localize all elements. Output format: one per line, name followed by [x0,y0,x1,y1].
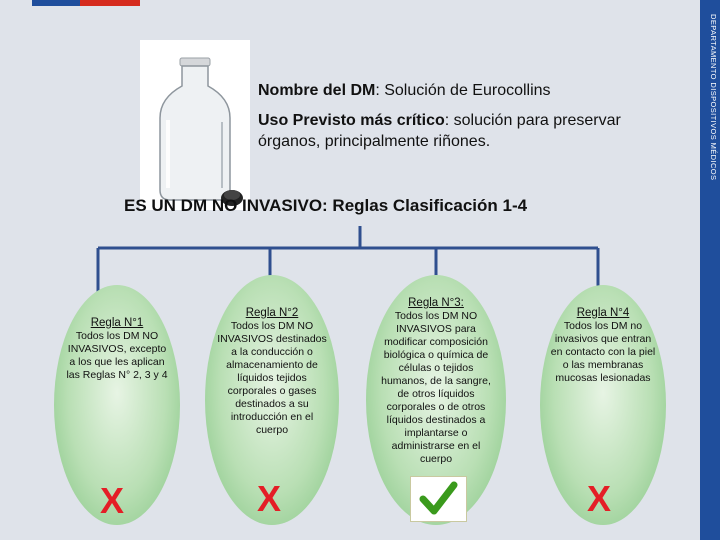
device-name-label: Nombre del DM [258,82,376,99]
rule-2-title: Regla N°2 [245,307,299,319]
rule-2-x-icon: X [257,478,282,519]
rule-3-check-icon [410,476,467,522]
rule-3-title: Regla N°3: [408,297,464,309]
device-use-label: Uso Previsto más crítico [258,112,445,129]
rule-4-x-icon: X [587,478,612,519]
rule-1-x-icon: X [100,480,125,521]
rule-4-text: Todos los DM no invasivos que entran en contacto con la piel o las membranas mucosas lesionadas [550,320,656,384]
classification-headline: ES UN DM NO INVASIVO: Reglas Clasificación 1-4 [124,196,528,215]
rule-3-text: Todos los DM NO INVASIVOS para modificar composición biológica o química de células o tejidos humanos, de la sangre, de otros líquidos corporales o de otros líquidos destinados a implantarse o administrarse en el cuerpo [381,310,491,465]
rule-2-text: Todos los DM NO INVASIVOS destinados a la conducción o almacenamiento de líquidos tejidos corporales o gases destinados a su introducción en el cuerpo [217,320,327,436]
device-use-value: : solución para preservar órganos, principalmente riñones. [258,112,621,150]
rule-4-title: Regla N°4 [576,307,630,319]
side-label: DEPARTAMENTO DISPOSITIVOS MÉDICOS [709,14,718,181]
rule-1-text: Todos los DM NO INVASIVOS, excepto a los que les aplican las Reglas N° 2, 3 y 4 [66,330,168,381]
device-name-value: : Solución de Eurocollins [375,82,551,99]
rule-1-title: Regla N°1 [90,317,144,329]
